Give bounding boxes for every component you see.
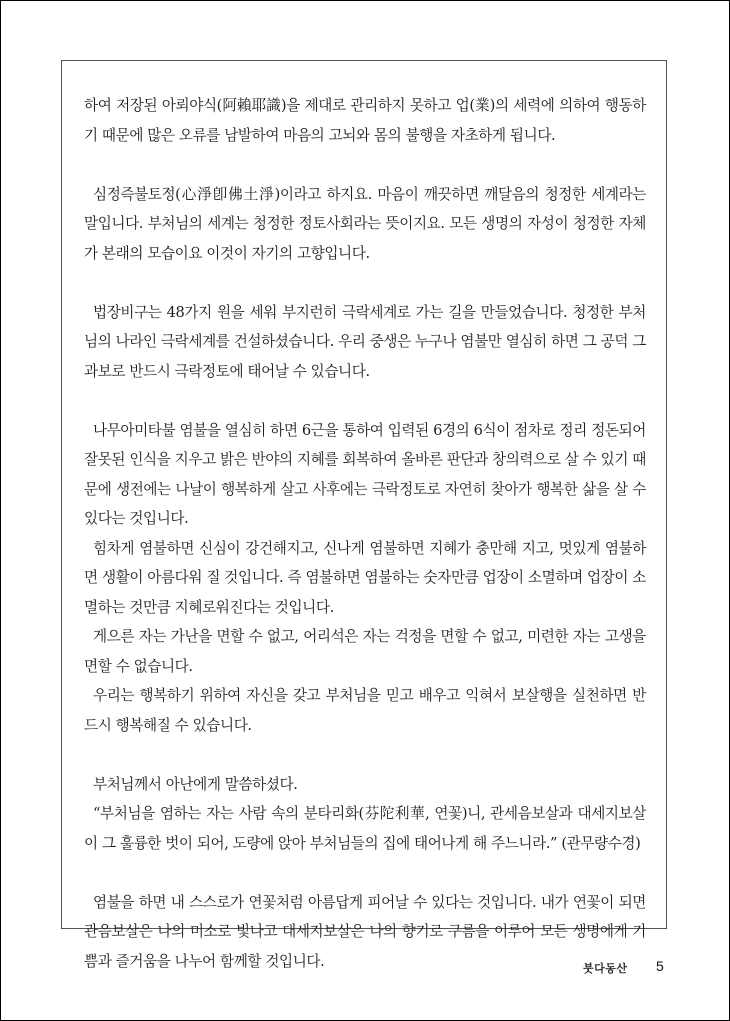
paragraph-gap [84, 268, 646, 298]
body-text [84, 91, 646, 976]
footer-brand: 붓다동산 [583, 962, 628, 975]
paragraph-8: 부처님께서 아난에게 말씀하셨다. [93, 775, 298, 793]
quote-paragraph: “부처님을 염하는 자는 사람 속의 분타리화(芬陀利華, 연꽃)니, 관세음보살과 대세지보살이 그 훌륭한 벗이 되어, 도량에 앉아 부처님들의 집에 태어나게 해 주느니라.” (관무량수경) [84, 805, 646, 852]
paragraph-4: 나무아미타불 염불을 열심히 하면 6근을 통하여 입력된 6경의 6식이 점차로 정리 정돈되어 잘못된 인식을 지우고 밝은 반야의 지혜를 회복하여 올바른 판단과 창의력으로 살 수 있기 때문에 생전에는 나날이 행복하게 살고 사후에는 극락정토로 자연히 찾아가 행복한 삶을 살 수 있다는 것입니다. [84, 421, 646, 527]
paragraph-10: 염불을 하면 내 스스로가 연꽃처럼 아름답게 피어날 수 있다는 것입니다. 내가 연꽃이 되면 관음보살은 나의 미소로 빛나고 대세지보살은 나의 향기로 구름을 이루어 모든 생명에게 기쁨과 즐거움을 나누어 함께할 것입니다. [84, 893, 646, 970]
page-number: 5 [656, 958, 664, 974]
paragraph-gap [84, 386, 646, 416]
paragraph-5: 힘차게 염불하면 신심이 강건해지고, 신나게 염불하면 지혜가 충만해 지고, 멋있게 염불하면 생활이 아름다워 질 것입니다. 즉 염불하면 염불하는 숫자만큼 업장이 소멸하며 업장이 소멸하는 것만큼 지혜로워진다는 것입니다. [84, 539, 646, 616]
paragraph-2: 심정즉불토정(心淨卽佛土淨)이라고 하지요. 마음이 깨끗하면 깨달음의 청정한 세계라는 말입니다. 부처님의 세계는 청정한 정토사회라는 뜻이지요. 모든 생명의 자성이 청정한 자체가 본래의 모습이요 이것이 자기의 고향입니다. [84, 185, 646, 262]
paragraph-1: 하여 저장된 아뢰야식(阿賴耶識)을 제대로 관리하지 못하고 업(業)의 세력에 의하여 행동하기 때문에 많은 오류를 남발하여 마음의 고뇌와 몸의 불행을 자초하게 됩니다. [84, 97, 646, 144]
paragraph-gap [84, 150, 646, 180]
paragraph-gap [84, 858, 646, 888]
paragraph-7: 우리는 행복하기 위하여 자신을 갖고 부처님을 믿고 배우고 익혀서 보살행을 실천하면 반드시 행복해질 수 있습니다. [84, 687, 646, 734]
paragraph-gap [84, 740, 646, 770]
paragraph-3: 법장비구는 48가지 원을 세워 부지런히 극락세계로 가는 길을 만들었습니다. 청정한 부처님의 나라인 극락세계를 건설하셨습니다. 우리 중생은 누구나 염불만 열심히 하면 그 공덕 그 과보로 반드시 극락정토에 태어날 수 있습니다. [84, 303, 646, 380]
paragraph-6: 게으른 자는 가난을 면할 수 없고, 어리석은 자는 걱정을 면할 수 없고, 미련한 자는 고생을 면할 수 없습니다. [84, 628, 646, 675]
